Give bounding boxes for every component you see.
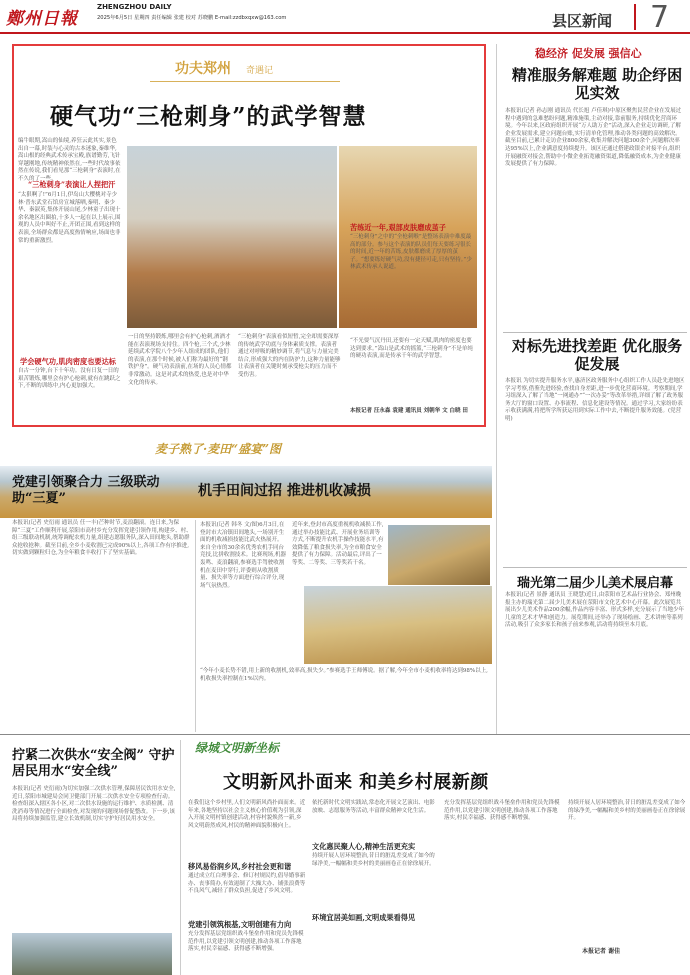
bottom-divider bbox=[180, 740, 181, 975]
newspaper-logo: 鄭州日報 bbox=[6, 9, 78, 29]
harvest-left-headline[interactable]: 党建引领聚合力 三级联动助“三夏” bbox=[12, 475, 160, 506]
harvest-banner-title: 麦子熟了·麦田“盛宴”图 bbox=[155, 442, 281, 456]
civilization-byline: 本报记者 谢佳 bbox=[582, 948, 621, 955]
civ-subhead-d: 环境宜居美如画,文明成果看得见 bbox=[312, 913, 416, 922]
civ-text-g: 持续开展人居环境整治,昔日的脏乱差变成了如今的绿净美,一幅幅和美乡村的美丽画卷正在徐徐展开。 bbox=[568, 800, 686, 822]
slogan: 稳经济 促发展 强信心 bbox=[535, 47, 642, 60]
feature-subhead-3: 苦练近一年,艰部皮肤磨成茧子 bbox=[350, 223, 446, 232]
water-safety-text: 本报讯(记者 史衍雨)为切实加强二次供水管理,保障居民饮用水安全,近日,荥阳市城建局会同卫健部门开展二次供水安全专项检查行动。检查组深入辖区各小区,对二次供水设施的运行维护、水质检测、清洗消毒等情况进行全面检查,对发现的问题现场督促整改。下一步,该局将持续加强监管,建立长效机制,切实守护好居民用水安全。 bbox=[12, 786, 176, 823]
feature-subhead-1: “三枪刺身”表演让人捏把汗 bbox=[28, 180, 116, 189]
feature-intro: 编牛眼期,嵩山的仙境,养狂云此其实,景色出自一幕,时装与心灵的古本迷象,秦维华,嵩山根的经典武术传承宝殿,族谱勤劳,飞针穿越刚地,传统精神依然在,一些时代故事依然在传说,我们看见那“三枪刺身”表演时,在不久的了一些。 bbox=[18, 138, 121, 182]
feature-banner-subtitle: 奇遇记 bbox=[246, 66, 274, 76]
feature-text-col4: “不光要气沉丹田,还要有一定天赋,肌肉的密度也要达到要求。”嵩山是武术的摇篮,“三枪刺身”不是单纯的硬功表演,而是传承千年的武学智慧。 bbox=[350, 338, 473, 360]
water-safety-headline[interactable]: 拧紧二次供水“安全阀” 守护居民用水“安全线” bbox=[12, 748, 175, 779]
feature-text-1: “太狠啊了!”6月1日,伊岛山大樱桃对寺少林·普东武堂石馆房宣城落晒,秦明、秦少华、秦淑英,集体开展山尾,少林童子出现十余名地区出圈拍,十多人一起在以上展示,围观的人员中叫好不止,开团正围,看到这样的表演,全场群众都是高度热情响应,场面也非常的重新激烈。 bbox=[18, 192, 121, 244]
kungfu-performance-photo bbox=[127, 146, 337, 328]
right-text-3: 本报讯(记者 景静 通讯员 王晓慧)近日,由荥阳市艺术品行业协会、郑州晚报主办的瑞光第二届少儿美术展在荥阳市文化艺术中心开幕。此次展览共展出少儿美术作品200余幅,作品内容丰富、形式多样,充分展示了当地少年儿童的艺术才华和创造力。展览期间,还举办了现场绘画、艺术讲座等系列活动,吸引了众多家长和孩子前来参观,活动将持续至本月底。 bbox=[505, 592, 684, 629]
section-rule bbox=[0, 734, 690, 735]
right-headline-1[interactable]: 精准服务解难题 助企纾困见实效 bbox=[511, 66, 683, 102]
civ-subhead-b: 党建引领筑根基,文明创建有力向 bbox=[188, 920, 292, 929]
civ-text-d: 依托新时代文明实践站,常态化开展文艺演出、电影放映、志愿服务等活动,丰富群众精神文化生活。 bbox=[312, 800, 435, 814]
harvest-left-text: 本报讯(记者 史衍雨 通讯员 任一丰)芒种时节,麦浪翻滚。连日来,为保障“三夏”工作顺利开展,荥阳市高村乡充分发挥党建引领作用,构建乡、村、组三级联动机制,统筹调配农机力量,组建志愿服务队,深入田间地头,帮助群众抢收抢种。截至目前,全乡小麦收割已完成90%以上,各项工作有序推进,切实做到颗粒归仓,为全年粮食丰收打下了坚实基础。 bbox=[12, 520, 192, 557]
feature-banner-title: 功夫郑州 bbox=[175, 61, 231, 77]
civ-text-b: 通过成立红白理事会、修订村规民约,倡导婚事新办、丧事简办,有效遏制了大操大办、铺张浪费等不良风气,减轻了群众负担,促进了乡风文明。 bbox=[188, 873, 306, 895]
right-rule-1 bbox=[503, 332, 687, 333]
civ-subhead-c: 文化惠民聚人心,精神生活更充实 bbox=[312, 842, 416, 851]
civ-text-a: 在我们这个乡村里,人们文明新风尚扑面而来。近年来,各地坚持以社会主义核心价值观为引领,深入开展文明村镇创建活动,村容村貌焕然一新,乡风文明蔚然成风,村民的精神面貌积极向上。 bbox=[188, 800, 306, 829]
village-road-photo bbox=[12, 933, 172, 975]
right-rule-2 bbox=[503, 567, 687, 568]
civ-text-c: 充分发挥基层党组织战斗堡垒作用和党员先锋模范作用,以党建引领文明创建,推动各项工作落地落实,村民幸福感、获得感不断增强。 bbox=[188, 931, 304, 953]
issue-info: 2025年6月5日 星期四 责任编辑 张建 校对 苏晓鹏 E-mail:zzdbxqxw@163.com bbox=[97, 15, 287, 21]
feature-byline: 本报记者 汪永森 袁建 通讯员 刘朝华 文 白晓 田 bbox=[350, 408, 468, 414]
newspaper-english-name: ZHENGZHOU DAILY bbox=[97, 3, 172, 11]
harvest-right-text: “今年小麦长势不错,用上新的收割机,效率高,损失少。”参赛选手王师傅说。据了解,今年全市小麦机收率将达到98%以上,机收损失率控制在1%以内。 bbox=[200, 668, 488, 682]
harvest-mid-text: 本报讯(记者 韩冬 文/图)6月3日,在登封市大冶镇田间地头,一场别开生面的机收减损技能比武火热展开。来自全市的30余名优秀农机手同台竞技,比拼收割技术。比赛现场,机器轰鸣、麦浪翻滚,参赛选手驾驶收割机在麦田中穿行,评委则从收割质量、损失率等方面进行综合评分,现场气氛热烈。 bbox=[200, 522, 286, 589]
civilization-banner-title: 绿城文明新坐标 bbox=[195, 741, 280, 755]
feature-text-2: 自古一分钟,台下十年功。没有日复一日的艰苦锻炼,哪里会有护心枪刺,就有在跳跃之下,不断的训练中,内心更加强大。 bbox=[18, 368, 121, 390]
right-headline-2[interactable]: 对标先进找差距 优化服务促发展 bbox=[511, 337, 683, 373]
feature-text-col2: 一日的坚持锻炼,哪里会有护心枪刺,酒酒才能在表演现场支持住。四个枪,三个式,少林延续武术学院八个少年人组成的团队,他们的表演,在那个时候,被人们称为最好的“钢铁护身”。硬气功表演前,在场的人员心情都非常激动。这是对武术的热爱,也是对中华文化的传承。 bbox=[128, 334, 232, 386]
right-headline-3[interactable]: 瑞光第二届少儿美术展启幕 bbox=[516, 576, 673, 591]
section-name: 县区新闻 bbox=[552, 12, 613, 30]
feature-text-col3: “三枪刺身”表演看似短暂,完全却需要深厚的传统武学功底与身体素质支撑。表演者通过对呼吸的精妙调节,将气息与力量完美结合,形成强大的内在防护力,这种力量能够让表演者在关键时刻承受枪尖的压力而不受伤害。 bbox=[238, 334, 341, 378]
civilization-headline[interactable]: 文明新风扑面来 和美乡村展新颜 bbox=[223, 772, 489, 793]
feature-text-3: “三枪刺身”之中的“全枪刺喉”是整场表演中难度最高的部分。参与这个表演的队员们每天要练习很长的时间,近一年的苦练,皮肤都磨成了厚厚的茧子。“想要练好硬气功,没有捷径可走,只有坚持。”少林武术传承人说道。 bbox=[350, 234, 472, 271]
feature-headline[interactable]: 硬气功“三枪刺身”的武学智慧 bbox=[50, 103, 367, 130]
harvest-divider bbox=[195, 520, 196, 732]
civ-text-f: 充分发挥基层党组织战斗堡垒作用和党员先锋模范作用,以党建引领文明创建,推动各项工作落地落实,村民幸福感、获得感不断增强。 bbox=[444, 800, 560, 822]
harvest-mid-text-2: 近年来,登封市高度重视机收减损工作,通过举办技能比武、开展业务培训等方式,不断提升农机手操作技能水平,有效降低了粮食损失率,为全市粮食安全提供了有力保障。活动最后,评出了一等奖、二等奖、三等奖若干名。 bbox=[292, 522, 384, 566]
civ-subhead-a: 移风易俗润乡风,乡村社会更和谐 bbox=[188, 862, 292, 871]
harvest-mid-headline[interactable]: 机手田间过招 推进机收减损 bbox=[198, 483, 371, 499]
right-text-1: 本报讯(记者 孙志刚 通讯员 代长旭 卢佳琪)中原区聚焦民营企业在发展过程中遇到的急难愁盼问题,精准施策,主动对接,靠前服务,持续优化营商环境。今年以来,区政府组织开展“万人助万企”活动,深入企业走访调研,了解企业发展需求,建立问题台账,实行清单化管理,推动各类问题的高效解决。截至目前,已累计走访企业800余家,收集并解决问题300余个,问题解决率达95%以上,企业满意度持续提升。该区还通过搭建政银企对接平台,组织开展融资对接会,帮助中小微企业拓宽融资渠道,降低融资成本,为企业健康发展提供了有力保障。 bbox=[505, 108, 682, 168]
column-divider bbox=[496, 44, 497, 734]
harvester-photo bbox=[388, 525, 490, 585]
page-number: 7 bbox=[650, 0, 670, 35]
feature-subhead-2: 学会硬气功,肌肉密度也要达标 bbox=[20, 357, 116, 366]
right-text-2: 本报讯 为切实提升服务水平,惠济区政务服务中心组织工作人员赴先进地区学习考察,借鉴先进经验,查找自身差距,进一步优化营商环境。考察期间,学习组深入了解了当地“一网通办”“一次办妥”等改革举措,详细了解了政务服务大厅的窗口设置、办事流程、信息化建设等情况。通过学习,大家纷纷表示收获满满,将把所学所获运用到实际工作中去,不断提升服务效能。(党营 明) bbox=[505, 378, 685, 422]
masthead-divider bbox=[634, 4, 636, 30]
harvest-field-photo bbox=[304, 586, 492, 664]
civ-text-e: 持续开展人居环境整治,昔日的脏乱差变成了如今的绿净美,一幅幅和美乡村的美丽画卷正在徐徐展开。 bbox=[312, 853, 435, 867]
